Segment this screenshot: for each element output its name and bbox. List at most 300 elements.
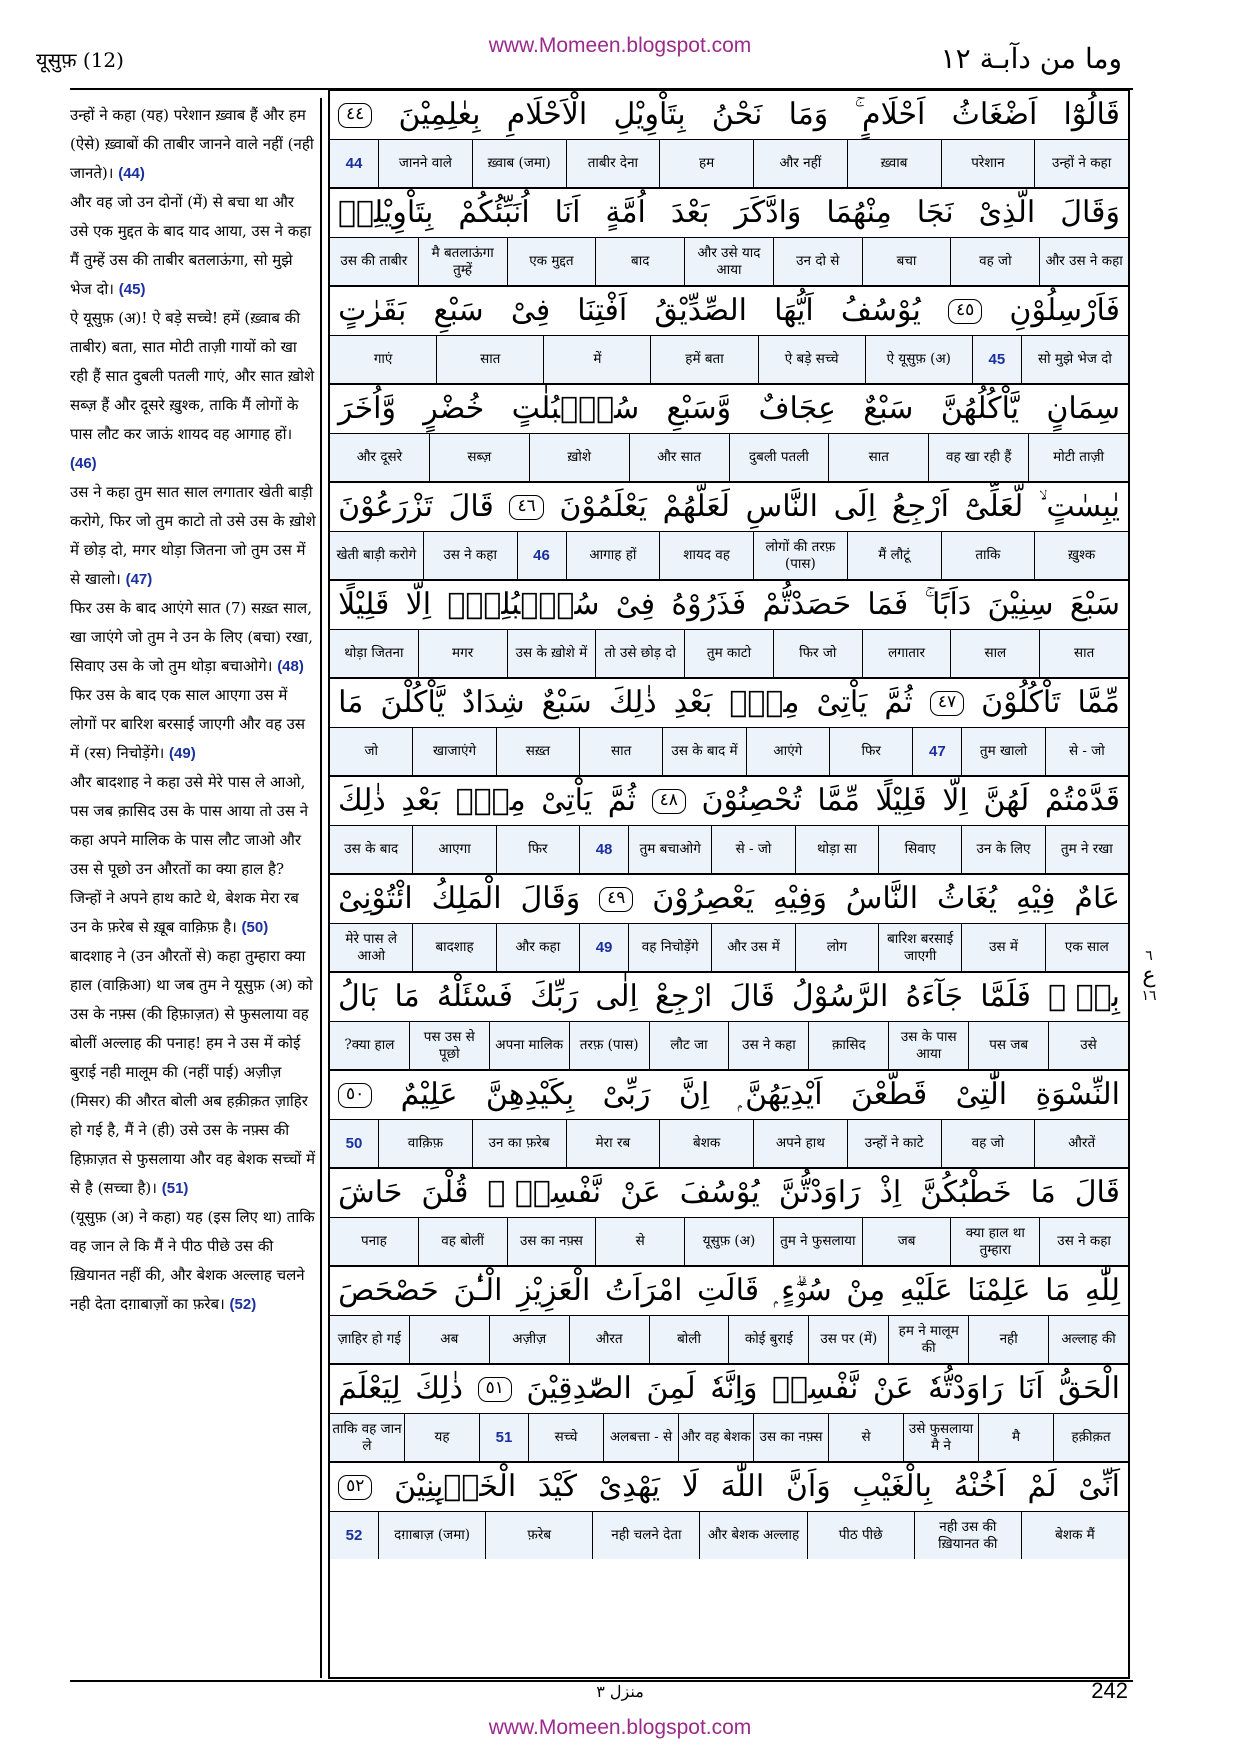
arabic-word: اَيْدِيَهُنَّ ۭ — [737, 1077, 823, 1112]
word-meaning-cell: पीठ पीछे — [807, 1512, 914, 1559]
word-meaning-cell: फ़रेब — [485, 1512, 592, 1559]
word-meaning-cell: ख़ोशे — [529, 434, 629, 481]
word-meaning-cell: पनाह — [360, 1233, 387, 1249]
verse-end-marker: ٤٤ — [338, 103, 372, 128]
arabic-verse-line — [330, 579, 1128, 629]
arabic-verse-line — [330, 1069, 1128, 1119]
ayah-number-cell: 52 — [345, 1527, 363, 1544]
word-meaning-cell: तुम बचाओगे — [628, 826, 711, 873]
arabic-word: بِتَاْوِيْلِ — [613, 97, 686, 132]
verse-end-marker: ٥١ — [478, 1377, 512, 1402]
arabic-word: النِّسْوَةِ — [1035, 1077, 1120, 1112]
arabic-word: مِّمَّا — [817, 783, 860, 818]
arabic-verse-line — [330, 1167, 1128, 1217]
arabic-word: يَّاْكُلْنَ — [380, 685, 445, 720]
arabic-word: يَّاْكُلُهُنَّ — [940, 391, 1020, 426]
word-meaning-row — [330, 825, 1128, 873]
arabic-word: اَنِّىْ — [1078, 1469, 1120, 1504]
word-meaning-cell: आएगा — [412, 826, 495, 873]
word-meaning-cell: और उस में — [711, 924, 794, 971]
arabic-word: الْعَزِيْزِ — [516, 1273, 591, 1308]
arabic-word: بِكَيْدِهِنَّ — [485, 1077, 575, 1112]
arabic-word: الْخَاۗىِٕنِيْنَ — [394, 1469, 517, 1504]
arabic-word: قُلْنَ — [421, 1175, 469, 1210]
arabic-word: مَا — [394, 979, 420, 1014]
arabic-word: حَصَدْتُّمْ — [762, 587, 852, 622]
word-meaning-cell: उस के ख़ोशे में — [507, 630, 596, 677]
word-meaning-cell: ख़्वाब (जमा) — [472, 140, 566, 187]
word-meaning-cell: वह बोलीं — [418, 1218, 507, 1265]
arabic-word: وَفِيْهِ — [772, 881, 827, 916]
word-meaning-row — [330, 1315, 1128, 1363]
word-meaning-cell: हमें बता — [650, 336, 757, 383]
word-meaning-cell: सब्ज़ — [429, 434, 529, 481]
word-meaning-row — [330, 1511, 1128, 1559]
word-meaning-cell: और वह बेशक — [678, 1414, 753, 1461]
word-meaning-cell: ख़्वाब — [847, 140, 941, 187]
verse-end-marker: ٤٧ — [930, 691, 964, 716]
ayah-number: (44) — [118, 165, 145, 182]
arabic-word: وَاَنَّ — [785, 1469, 831, 1504]
footer-url[interactable]: www.Momeen.blogspot.com — [488, 1716, 752, 1739]
ayah-number-cell: 50 — [345, 1135, 363, 1152]
word-meaning-cell: अलबत्ता - से — [603, 1414, 678, 1461]
word-meaning-cell: अपने हाथ — [753, 1120, 847, 1167]
arabic-word: تُحْصِنُوْنَ — [701, 783, 802, 818]
word-meaning-cell: बाद — [595, 238, 684, 285]
arabic-word: اِلَّا — [942, 783, 968, 818]
word-meaning-cell: और नहीं — [753, 140, 847, 187]
arabic-word: ذٰلِكَ — [338, 783, 386, 818]
word-meaning-cell: क्या हाल? — [344, 1037, 395, 1053]
word-meaning-cell: खेती बाड़ी करोगे — [336, 547, 417, 563]
ayah-number-cell: 48 — [579, 826, 628, 873]
word-meaning-cell: जब — [862, 1218, 951, 1265]
word-meaning-cell: सात — [1039, 630, 1128, 677]
word-meaning-row — [330, 433, 1128, 481]
translation-column — [70, 98, 322, 1678]
word-meaning-cell: साल — [950, 630, 1039, 677]
arabic-word: الصّٰدِقِيْنَ — [526, 1371, 632, 1406]
word-meaning-cell: उस के बाद — [344, 841, 399, 857]
arabic-word: وَقَالَ — [520, 881, 581, 916]
arabic-word: عَلَيْهِ — [899, 1273, 953, 1308]
arabic-word: رَاوَدْتُّهٗ — [928, 1371, 1004, 1406]
arabic-word: اَنَا — [1017, 1371, 1044, 1406]
arabic-word: رَاوَدْتُّنَّ — [778, 1175, 861, 1210]
word-meaning-cell: आएंगे — [746, 728, 829, 775]
arabic-word: مَا — [1045, 1273, 1071, 1308]
arabic-word: سَبْعٌ — [541, 685, 592, 720]
arabic-word: يُغَاثُ — [936, 881, 998, 916]
word-meaning-cell: एक मुद्दत — [507, 238, 596, 285]
word-meaning-cell: यूसुफ़ (अ) — [684, 1218, 773, 1265]
verse-end-marker: ٤٥ — [948, 299, 982, 324]
word-meaning-cell: उस ने कहा — [1039, 1218, 1128, 1265]
word-meaning-cell: जो — [364, 743, 378, 759]
word-meaning-cell: सच्चे — [528, 1414, 603, 1461]
word-meaning-cell: वाक़िफ़ — [378, 1120, 472, 1167]
arabic-word: حَصْحَصَ — [338, 1273, 439, 1308]
arabic-word: جَآءَهُ — [905, 979, 964, 1014]
word-meaning-row — [330, 531, 1128, 579]
translation-text: और वह जो उन दोनों (में) से बचा था और उसे एक मुद्दत के बाद याद आया, उस ने कहा मैं तुम्हें उस की ताबीर बतलाऊंगा, सो मुझे भेज दो। — [70, 193, 312, 298]
arabic-word: قَالَتِ — [696, 1273, 760, 1308]
arabic-word: مَا — [338, 685, 364, 720]
word-meaning-cell: परेशान — [941, 140, 1035, 187]
arabic-word: سَبْعٌ — [863, 391, 914, 426]
arabic-word: عَلِمْنَا — [967, 1273, 1031, 1308]
arabic-word: اِلٰى — [595, 979, 638, 1014]
word-meaning-cell: क्या हाल था तुम्हारा — [950, 1218, 1039, 1265]
word-meaning-cell: अब — [409, 1316, 489, 1363]
arabic-word: فَاَرْسِلُوْنِ — [1009, 293, 1120, 328]
word-meaning-cell: खाजाएंगे — [412, 728, 495, 775]
arabic-word: نَّفْسِهٖ ۭ — [487, 1175, 602, 1210]
word-meaning-cell: नही चलने देता — [592, 1512, 699, 1559]
arabic-word: يُوْسُفُ — [840, 293, 921, 328]
translation-text: फिर उस के बाद एक साल आएगा उस में लोगों पर बारिश बरसाई जाएगी और वह उस में (रस) निचोड़ेंगे। — [70, 686, 305, 762]
word-meaning-cell: वह जो — [950, 238, 1039, 285]
arabic-word: فَلَمَّا — [980, 979, 1031, 1014]
arabic-word: فِىْ — [510, 293, 551, 328]
word-meaning-cell: जानने वाले — [378, 140, 472, 187]
arabic-word: بَعْدِ — [673, 685, 713, 720]
arabic-word: سُوْۗءٍ ۭ — [773, 1273, 832, 1308]
ayah-number: (50) — [241, 919, 269, 936]
word-meaning-cell: से — [828, 1414, 903, 1461]
arabic-word: حَاشَ — [338, 1175, 403, 1210]
arabic-word: قَلِيْلًا — [338, 587, 390, 622]
word-meaning-row — [330, 1119, 1128, 1167]
arabic-word: قَالُوْٓا — [1063, 97, 1120, 132]
word-meaning-cell: नही — [968, 1316, 1048, 1363]
arabic-word: لِيَعْلَمَ — [338, 1371, 401, 1406]
arabic-word: ثُمَّ — [607, 783, 637, 818]
arabic-word: رَبِّكَ — [530, 979, 579, 1014]
arabic-word: اِذْ — [879, 1175, 902, 1210]
translation-text: उन्हों ने कहा (यह) परेशान ख़्वाब हैं और हम (ऐसे) ख़्वाबों की ताबीर जानने वाले नहीं (नही जानते)। — [70, 106, 314, 182]
arabic-word: اُمَّةٍ — [605, 195, 646, 230]
ayah-number-cell: 44 — [345, 155, 363, 172]
arabic-word: رَبِّىْ — [602, 1077, 651, 1112]
arabic-word: مِّمَّا — [1077, 685, 1120, 720]
word-meaning-cell: में — [543, 336, 650, 383]
arabic-word: مِنْ — [846, 1273, 886, 1308]
ayah-number: (45) — [118, 281, 146, 298]
word-meaning-cell: तुम ने फुसलाया — [773, 1218, 862, 1265]
translation-text: फिर उस के बाद आएंगे सात (7) सख़्त साल, खा जाएंगे जो तुम ने उन के लिए (बचा) रखा, सिवाए उस के जो तुम थोड़ा बचाओगे। — [70, 599, 313, 675]
arabic-word: فِيْهِ — [1016, 881, 1056, 916]
word-meaning-cell: आगाह हों — [566, 532, 660, 579]
arabic-word: قَطَّعْنَ — [850, 1077, 928, 1112]
arabic-word: اللّٰهَ — [720, 1469, 765, 1504]
word-meaning-cell: बेशक — [659, 1120, 753, 1167]
arabic-word: قَلِيْلًا — [875, 783, 927, 818]
arabic-verse-line — [330, 1363, 1128, 1413]
word-meaning-row — [330, 1217, 1128, 1265]
arabic-verse-line — [330, 971, 1128, 1021]
arabic-word: خَطْبُكُنَّ — [920, 1175, 1012, 1210]
arabic-word: كَيْدَ — [537, 1469, 578, 1504]
word-meaning-cell: सात — [828, 434, 928, 481]
arabic-word: يَعْصِرُوْنَ — [652, 881, 755, 916]
word-meaning-cell: उन दो से — [773, 238, 862, 285]
word-meaning-cell: मगर — [418, 630, 507, 677]
translation-text: और बादशाह ने कहा उसे मेरे पास ले आओ, पस जब क़ासिद उस के पास आया तो उस ने कहा अपने मालिक के पास लौट जाओ और उस से पूछो उन औरतों का क्या हाल है? जिन्हों ने अपने हाथ काटे थे, बेशक मेरा रब उन के फ़रेब से ख़ूब वाक़िफ़ है। — [70, 773, 309, 936]
arabic-word: ذٰلِكَ — [415, 1371, 464, 1406]
arabic-word: عِجَافٌ — [758, 391, 836, 426]
arabic-word: امْرَاَتُ — [604, 1273, 683, 1308]
arabic-word: الْمَلِكُ — [431, 881, 502, 916]
translation-text: उस ने कहा तुम सात साल लगातार खेती बाड़ी करोगे, फिर जो तुम काटो तो उसे उस के ख़ोशे में छोड़ दो, मगर थोड़ा जितना जो तुम उस में से खालो। — [70, 483, 316, 588]
word-meaning-cell: लौट जा — [649, 1022, 729, 1069]
arabic-word: مِنْهُمَا — [826, 195, 892, 230]
arabic-verse-line — [330, 481, 1128, 531]
arabic-word: عَلِيْمٌ — [400, 1077, 458, 1112]
word-meaning-cell: उन्हों ने कहा — [1034, 140, 1128, 187]
ayah-number-cell: 46 — [517, 532, 566, 579]
word-meaning-cell: सात — [436, 336, 543, 383]
word-meaning-cell: और सात — [629, 434, 729, 481]
arabic-word: الْحَقُّ — [1058, 1371, 1120, 1406]
word-meaning-cell: क़ासिद — [808, 1022, 888, 1069]
arabic-word: وَّسَبْعِ — [666, 391, 732, 426]
arabic-verse-line — [330, 1265, 1128, 1315]
arabic-verse-line — [330, 775, 1128, 825]
word-meaning-cell: अल्लाह की — [1048, 1316, 1128, 1363]
arabic-word: فَذَرُوْهُ — [671, 587, 747, 622]
word-meaning-cell: दग़ाबाज़ (जमा) — [378, 1512, 485, 1559]
arabic-word: يَاْتِىْ — [541, 783, 593, 818]
word-meaning-cell: औरतें — [1034, 1120, 1128, 1167]
word-meaning-cell: तुम खालो — [961, 728, 1044, 775]
arabic-word: اِنَّ — [678, 1077, 710, 1112]
word-meaning-cell: मेरे पास ले आओ — [345, 930, 398, 964]
word-meaning-cell: तरफ़ (पास) — [569, 1022, 649, 1069]
arabic-word: يَهْدِىْ — [598, 1469, 661, 1504]
ayah-number: (48) — [277, 658, 304, 675]
arabic-word: قَدَّمْتُمْ — [1044, 783, 1120, 818]
verse-end-marker: ٤٦ — [509, 495, 543, 520]
arabic-word: لَمِنَ — [646, 1371, 696, 1406]
word-meaning-cell: औरत — [569, 1316, 649, 1363]
arabic-word: لَعَلَّهُمْ — [662, 489, 730, 524]
word-meaning-cell: फिर — [496, 826, 579, 873]
word-meaning-cell: हम — [659, 140, 753, 187]
translation-text: ऐ यूसुफ़ (अ)! ऐ बड़े सच्चे! हमें (ख़्वाब की ताबीर) बता, सात मोटी ताज़ी गायों को खा रही हैं सात दुबली पतली गाएं, और सात ख़ोशे सब्ज़ हैं और दूसरे ख़ुश्क, ताकि मैं लोगों के पास लौट कर जाऊं शायद वह आगाह हों। — [70, 309, 315, 443]
arabic-word: خُضْرٍ — [423, 391, 485, 426]
arabic-word: نَّفْسِهٖ — [772, 1371, 859, 1406]
arabic-word: بَعْدَ — [670, 195, 710, 230]
word-meaning-cell: हक़ीक़त — [1053, 1414, 1128, 1461]
word-meaning-cell: सो मुझे भेज दो — [1021, 336, 1128, 383]
arabic-word: لِلّٰهِ — [1084, 1273, 1120, 1308]
ayah-number-cell: 45 — [972, 336, 1021, 383]
word-meaning-cell: थोड़ा सा — [795, 826, 878, 873]
word-meaning-cell: एक साल — [1045, 924, 1128, 971]
arabic-word: فَمَا — [867, 587, 909, 622]
arabic-word: اِلَّا — [405, 587, 432, 622]
word-meaning-cell: अज़ीज़ — [489, 1316, 569, 1363]
ruku-bottom-number: ١٦ — [1141, 988, 1157, 1004]
word-meaning-cell: ज़ाहिर हो गई — [337, 1331, 401, 1347]
arabic-word: يَاْتِىْ — [816, 685, 868, 720]
word-meaning-cell: बारिश बरसाई जाएगी — [878, 924, 961, 971]
word-grid — [328, 89, 1130, 1679]
word-meaning-cell: बादशाह — [412, 924, 495, 971]
arabic-word: بِالْغَيْبِ — [852, 1469, 933, 1504]
word-meaning-row — [330, 923, 1128, 971]
arabic-word: اَفْتِنَا — [577, 293, 628, 328]
arabic-word: اَيُّهَا — [774, 293, 814, 328]
word-meaning-cell: उस ने कहा — [728, 1022, 808, 1069]
arabic-word: دَاَبًا ۚ — [924, 587, 972, 622]
word-meaning-cell: तो उसे छोड़ दो — [595, 630, 684, 677]
arabic-verse-line — [330, 1461, 1128, 1511]
arabic-word: قَالَ — [729, 979, 775, 1014]
word-meaning-row — [330, 335, 1128, 383]
word-meaning-cell: बोली — [649, 1316, 729, 1363]
arabic-word: الْـٰٔنَ — [453, 1273, 503, 1308]
arabic-word: عَامٌ — [1074, 881, 1120, 916]
word-meaning-row — [330, 139, 1128, 187]
arabic-word: يٰبِسٰتٍ ۙ — [1038, 489, 1120, 524]
verse-end-marker: ٥٢ — [338, 1475, 372, 1500]
arabic-word: الرَّسُوْلُ — [791, 979, 889, 1014]
word-meaning-cell: पस जब — [968, 1022, 1048, 1069]
word-meaning-cell: ताबीर देना — [566, 140, 660, 187]
word-meaning-cell: यह — [404, 1414, 479, 1461]
arabic-word: بَالُ — [338, 979, 378, 1014]
word-meaning-cell: उस पर (में) — [808, 1316, 888, 1363]
word-meaning-cell: नही उस की ख़ियानत की — [914, 1512, 1021, 1559]
arabic-word: ثُمَّ — [884, 685, 913, 720]
arabic-word: فَسْئَلْهُ — [436, 979, 513, 1014]
arabic-word: اِلَى — [833, 489, 877, 524]
arabic-word: اَضْغَاثُ — [951, 97, 1038, 132]
translation-text: (यूसुफ़ (अ) ने कहा) यह (इस लिए था) ताकि वह जान ले कि मैं ने पीठ पीछे उस की ख़ियानत नहीं की, और बेशक अल्लाह चलने नही देता दग़ाबाज़ों का फ़रेब। — [70, 1208, 315, 1313]
arabic-word: الَّذِىْ — [978, 195, 1036, 230]
ayah-number-cell: 47 — [912, 728, 961, 775]
word-meaning-cell: ख़ुश्क — [1034, 532, 1128, 579]
word-meaning-row — [330, 629, 1128, 677]
arabic-verse-line — [330, 285, 1128, 335]
arabic-word: ارْجِعْ — [655, 979, 713, 1014]
word-meaning-cell: थोड़ा जितना — [344, 645, 404, 661]
word-meaning-cell: उस की ताबीर — [340, 253, 408, 269]
arabic-word: مَا — [1030, 1175, 1056, 1210]
word-meaning-cell: फिर जो — [773, 630, 862, 677]
ruku-glyph: ع — [1142, 963, 1156, 988]
word-meaning-cell: मोटी ताज़ी — [1028, 434, 1128, 481]
word-meaning-cell: उस का नफ़्स — [507, 1218, 596, 1265]
arabic-word: قَالَ — [1074, 1175, 1120, 1210]
arabic-word: ذٰلِكَ — [608, 685, 657, 720]
word-meaning-cell: बेशक मैं — [1021, 1512, 1128, 1559]
word-meaning-cell: वह निचोड़ेंगे — [628, 924, 711, 971]
word-meaning-cell: वह खा रही हैं — [928, 434, 1028, 481]
arabic-word: الْاَحْلَامِ — [506, 97, 588, 132]
word-meaning-cell: और उसे याद आया — [684, 238, 773, 285]
arabic-word: لَا — [681, 1469, 699, 1504]
word-meaning-cell: और उस ने कहा — [1039, 238, 1128, 285]
ayah-number: (51) — [161, 1180, 189, 1197]
word-meaning-cell: उस के पास आया — [888, 1022, 968, 1069]
arabic-word: لَّعَلِّىْٓ — [964, 489, 1024, 524]
word-meaning-row — [330, 237, 1128, 285]
arabic-juz-title: وما من دآبـة ١٢ — [940, 42, 1122, 75]
verse-end-marker: ٤٩ — [599, 887, 633, 912]
word-meaning-cell: मेरा रब — [566, 1120, 660, 1167]
arabic-word: اُنَبِّئُكُمْ — [458, 195, 530, 230]
arabic-word: لَهُنَّ — [983, 783, 1030, 818]
arabic-word: وَادَّكَرَ — [734, 195, 802, 230]
word-meaning-cell: उस के बाद में — [662, 728, 745, 775]
word-meaning-cell: उसे — [1048, 1022, 1128, 1069]
arabic-word: النَّاسِ — [745, 489, 818, 524]
word-meaning-cell: सात — [579, 728, 662, 775]
word-meaning-cell: मै — [978, 1414, 1053, 1461]
word-meaning-cell: सिवाए — [878, 826, 961, 873]
word-meaning-cell: लोगों की तरफ़ (पास) — [753, 532, 847, 579]
arabic-verse-line — [330, 677, 1128, 727]
header-url[interactable]: www.Momeen.blogspot.com — [488, 34, 752, 57]
word-meaning-cell: लोग — [795, 924, 878, 971]
word-meaning-cell: मै बतलाऊंगा तुम्हें — [418, 238, 507, 285]
arabic-word: مِنْۢ — [455, 783, 526, 818]
arabic-verse-line — [330, 187, 1128, 237]
word-meaning-cell: ऐ बड़े सच्चे — [758, 336, 865, 383]
word-meaning-row — [330, 1021, 1128, 1069]
manzil-label: منزل ٣ — [596, 1682, 644, 1701]
word-meaning-cell: से - जो — [711, 826, 794, 873]
arabic-word: بَقَرٰتٍ — [338, 293, 407, 328]
word-meaning-cell: उस में — [961, 924, 1044, 971]
arabic-word: الصِّدِّيْقُ — [654, 293, 747, 328]
ayah-number: (46) — [70, 455, 97, 472]
word-meaning-cell: मैं लौटूं — [847, 532, 941, 579]
ayah-number: (47) — [125, 571, 153, 588]
word-meaning-cell: पस उस से पूछो — [409, 1022, 489, 1069]
word-meaning-cell: उस ने कहा — [423, 532, 517, 579]
arabic-word: وَمَا — [788, 97, 829, 132]
arabic-word: عَنْ — [620, 1175, 661, 1210]
arabic-word: وَقَالَ — [1060, 195, 1120, 230]
arabic-word: مِنْۢ — [729, 685, 800, 720]
word-meaning-cell: फिर — [829, 728, 912, 775]
verse-end-marker: ٤٨ — [652, 789, 686, 814]
surah-title: यूसुफ़ (12) — [36, 48, 124, 72]
arabic-word: بِتَاْوِيْلِهٖ — [338, 195, 434, 230]
word-meaning-cell: कोई बुराई — [728, 1316, 808, 1363]
arabic-word: تَزْرَعُوْنَ — [338, 489, 433, 524]
word-meaning-cell: सख़्त — [496, 728, 579, 775]
arabic-word: سَبْعِ — [433, 293, 484, 328]
word-meaning-cell: अपना मालिक — [489, 1022, 569, 1069]
word-meaning-cell: उस का नफ़्स — [753, 1414, 828, 1461]
arabic-word: سُنْۢبُلِهٖٓ — [447, 587, 600, 622]
word-meaning-cell: और दूसरे — [356, 449, 403, 465]
arabic-word: اَرْجِعُ — [891, 489, 950, 524]
arabic-verse-line — [330, 383, 1128, 433]
page-number: 242 — [1091, 1678, 1128, 1703]
arabic-word: عَنْ — [872, 1371, 914, 1406]
word-meaning-cell: शायद वह — [659, 532, 753, 579]
arabic-verse-line — [330, 873, 1128, 923]
arabic-word: قَالَ — [448, 489, 494, 524]
ayah-number-cell: 51 — [479, 1414, 528, 1461]
